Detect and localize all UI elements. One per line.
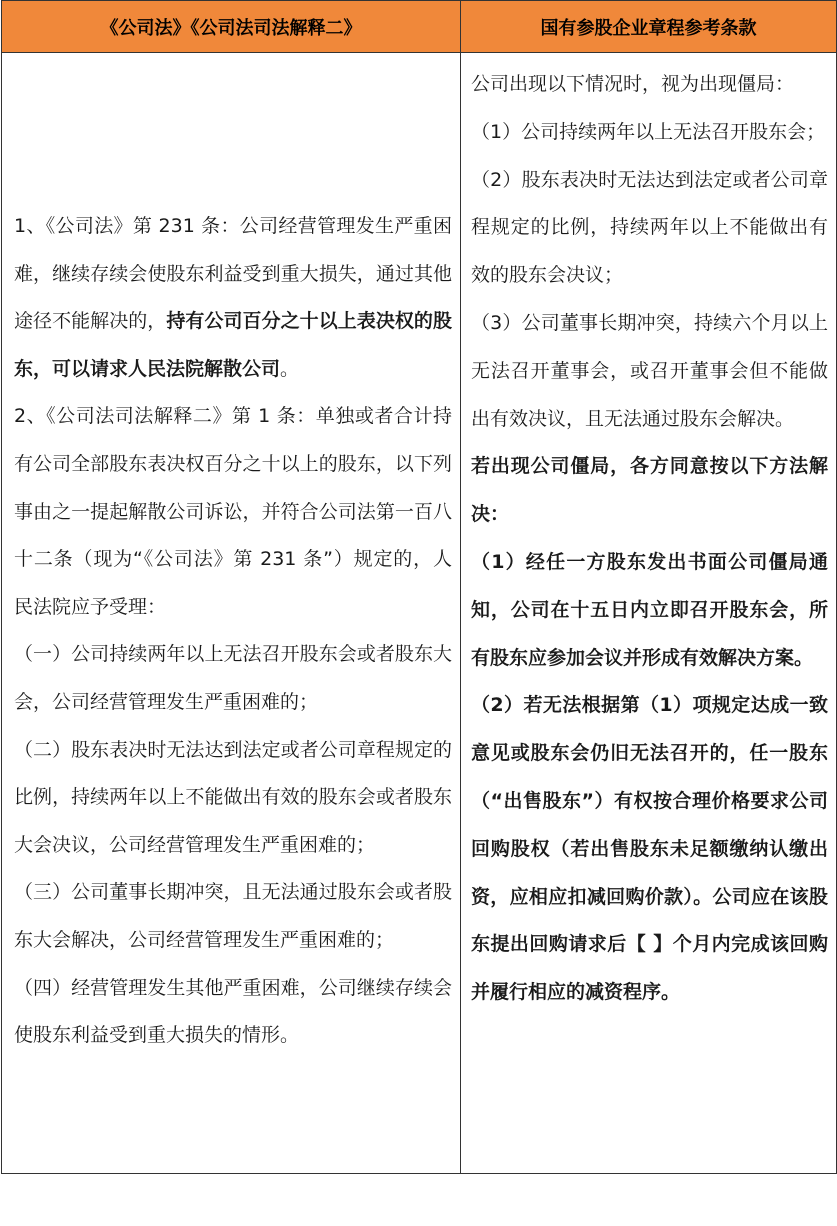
- left-cell: [2, 53, 461, 1174]
- table-body-row: [2, 53, 837, 1174]
- right-cell: [461, 53, 837, 1174]
- interpretation-item-4: （四）经营管理发生其他严重困难，公司继续存续会使股东利益受到重大损失的情形。: [14, 976, 452, 1047]
- header-left: 《公司法》《公司法司法解释二》: [2, 1, 461, 53]
- header-right: 国有参股企业章程参考条款: [461, 1, 837, 53]
- comparison-table: [1, 0, 837, 1174]
- interpretation-item-3: （三）公司董事长期冲突，且无法通过股东会或者股东大会解决，公司经营管理发生严重困难的；: [14, 881, 452, 951]
- table-header-row: [2, 1, 837, 53]
- interpretation-item-2: （二）股东表决时无法达到法定或者公司章程规定的比例，持续两年以上不能做出有效的股东会或者股东大会决议，公司经营管理发生严重困难的；: [14, 738, 452, 856]
- resolution-intro: 若出现公司僵局，各方同意按以下方法解决：: [471, 455, 828, 526]
- right-cell-content: [461, 53, 836, 1173]
- deadlock-condition-2: （2）股东表决时无法达到法定或者公司章程规定的比例，持续两年以上不能做出有效的股东会决议；: [471, 168, 828, 287]
- article-231-end: 。: [280, 357, 300, 380]
- deadlock-condition-3: （3）公司董事长期冲突，持续六个月以上无法召开董事会，或召开董事会但不能做出有效决议，且无法通过股东会解决。: [471, 311, 828, 430]
- deadlock-intro: 公司出现以下情况时，视为出现僵局：: [471, 73, 795, 95]
- deadlock-condition-1: （1）公司持续两年以上无法召开股东会；: [471, 120, 826, 143]
- left-cell-content: [2, 53, 460, 1173]
- article-231-emphasis: 持有公司百分之十以上表决权的股东，可以请求人民法院解散公司: [14, 310, 452, 380]
- resolution-step-2: （2）若无法根据第（1）项规定达成一致意见或股东会仍旧无法召开的，任一股东（“出售股东”）有权按合理价格要求公司回购股权（若出售股东未足额缴纳认缴出资，应相应扣减回购价款）。公司应在该股东提出回购请求后【 】个月内完成该回购并履行相应的减资程序。: [471, 694, 828, 1004]
- interpretation-article-1: 2、《公司法司法解释二》第 1 条：单独或者合计持有公司全部股东表决权百分之十以上的股东，以下列事由之一提起解散公司诉讼，并符合公司法第一百八十二条（现为“《公司法》第 231 条”）规定的，人民法院应予受理：: [14, 405, 452, 618]
- interpretation-item-1: （一）公司持续两年以上无法召开股东会或者股东大会，公司经营管理发生严重困难的；: [14, 643, 452, 713]
- resolution-step-1: （1）经任一方股东发出书面公司僵局通知，公司在十五日内立即召开股东会，所有股东应参加会议并形成有效解决方案。: [471, 550, 828, 669]
- article-231-text: 1、《公司法》第 231 条：公司经营管理发生严重困难，继续存续会使股东利益受到重大损失，通过其他途径不能解决的，: [14, 215, 452, 333]
- law-article-231: [14, 203, 452, 393]
